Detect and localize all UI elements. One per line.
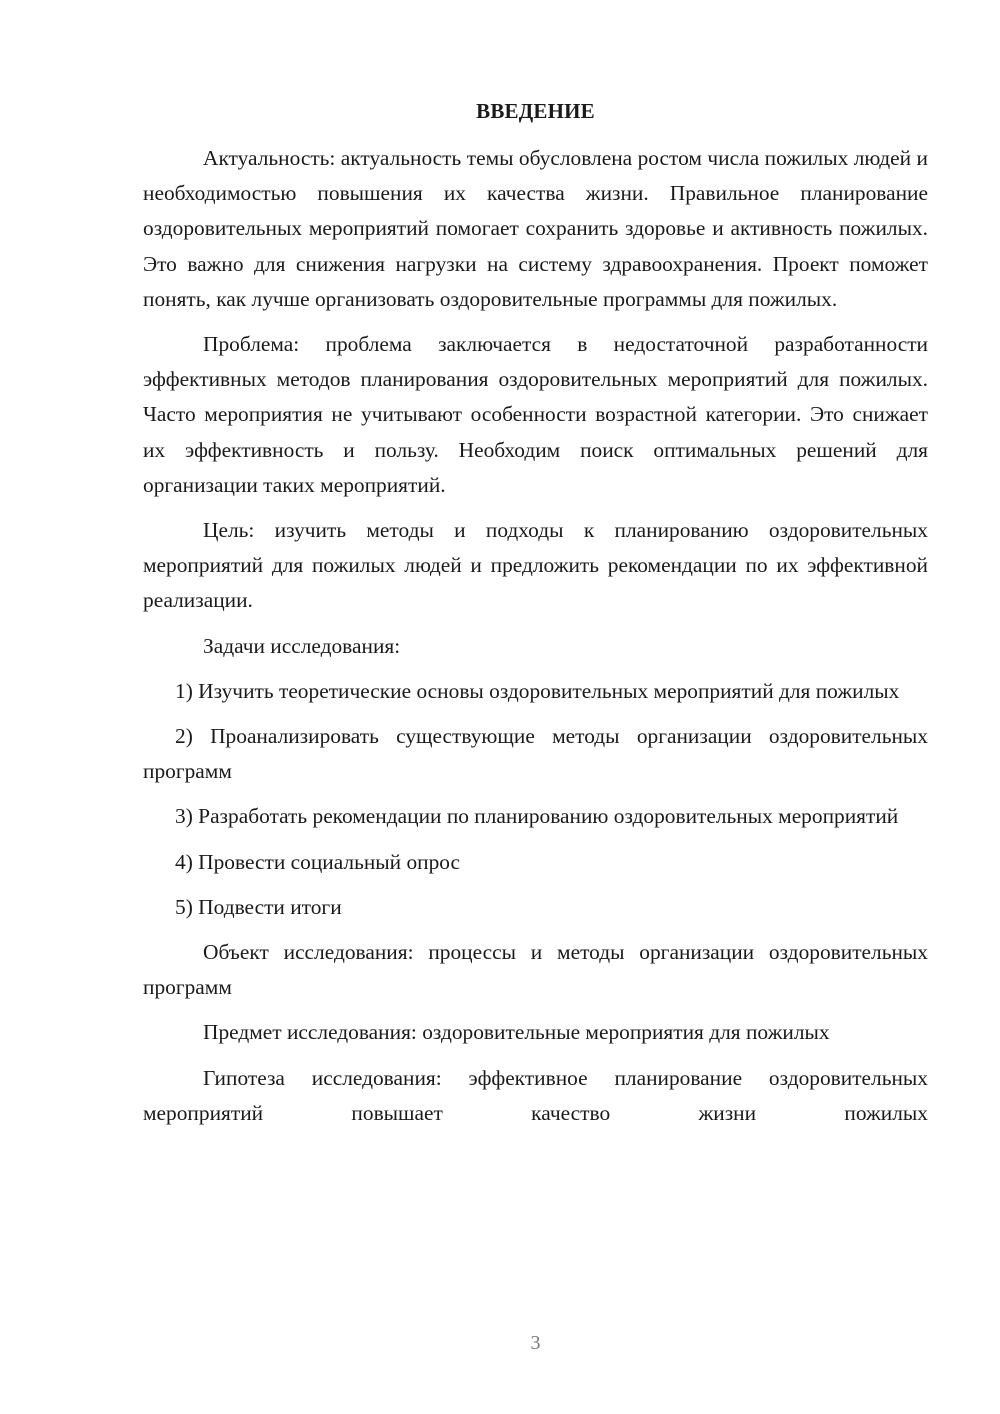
document-body [143,141,928,1131]
paragraph-object: Объект исследования: процессы и методы организации оздоровительных программ [143,940,928,1000]
document-page [143,0,928,1414]
paragraph-tasks-heading: Задачи исследования: [203,633,401,658]
section-title: ВВЕДЕНИЕ [476,99,595,123]
task-item: 3) Разработать рекомендации по планированию оздоровительных мероприятий [175,804,899,829]
task-item: 5) Подвести итоги [175,894,342,919]
paragraph-problem: Проблема: проблема заключается в недостаточной разработанности эффективных методов планирования оздоровительных мероприятий для пожилых. Часто мероприятия не учитывают особенности возрастной категории. Это снижает их эффективность и пользу. Необходим поиск оптимальных решений для организации таких мероприятий. [143,332,928,497]
task-item: 1) Изучить теоретические основы оздоровительных мероприятий для пожилых [175,678,900,703]
task-item: 4) Провести социальный опрос [175,849,461,874]
paragraph-goal: Цель: изучить методы и подходы к планированию оздоровительных мероприятий для пожилых людей и предложить рекомендации по их эффективной реализации. [143,518,928,613]
task-item: 2) Проанализировать существующие методы организации оздоровительных программ [143,724,928,784]
paragraph-subject: Предмет исследования: оздоровительные мероприятия для пожилых [203,1020,830,1045]
paragraph-relevance: Актуальность: актуальность темы обусловлена ростом числа пожилых людей и необходимостью повышения их качества жизни. Правильное планирование оздоровительных мероприятий помогает сохранить здоровье и активность пожилых. Это важно для снижения нагрузки на систему здравоохранения. Проект поможет понять, как лучше организовать оздоровительные программы для пожилых. [143,146,928,311]
paragraph-hypothesis: Гипотеза исследования: эффективное планирование оздоровительных мероприятий повышает качество жизни пожилых [143,1065,928,1125]
page-number: 3 [530,1332,541,1354]
